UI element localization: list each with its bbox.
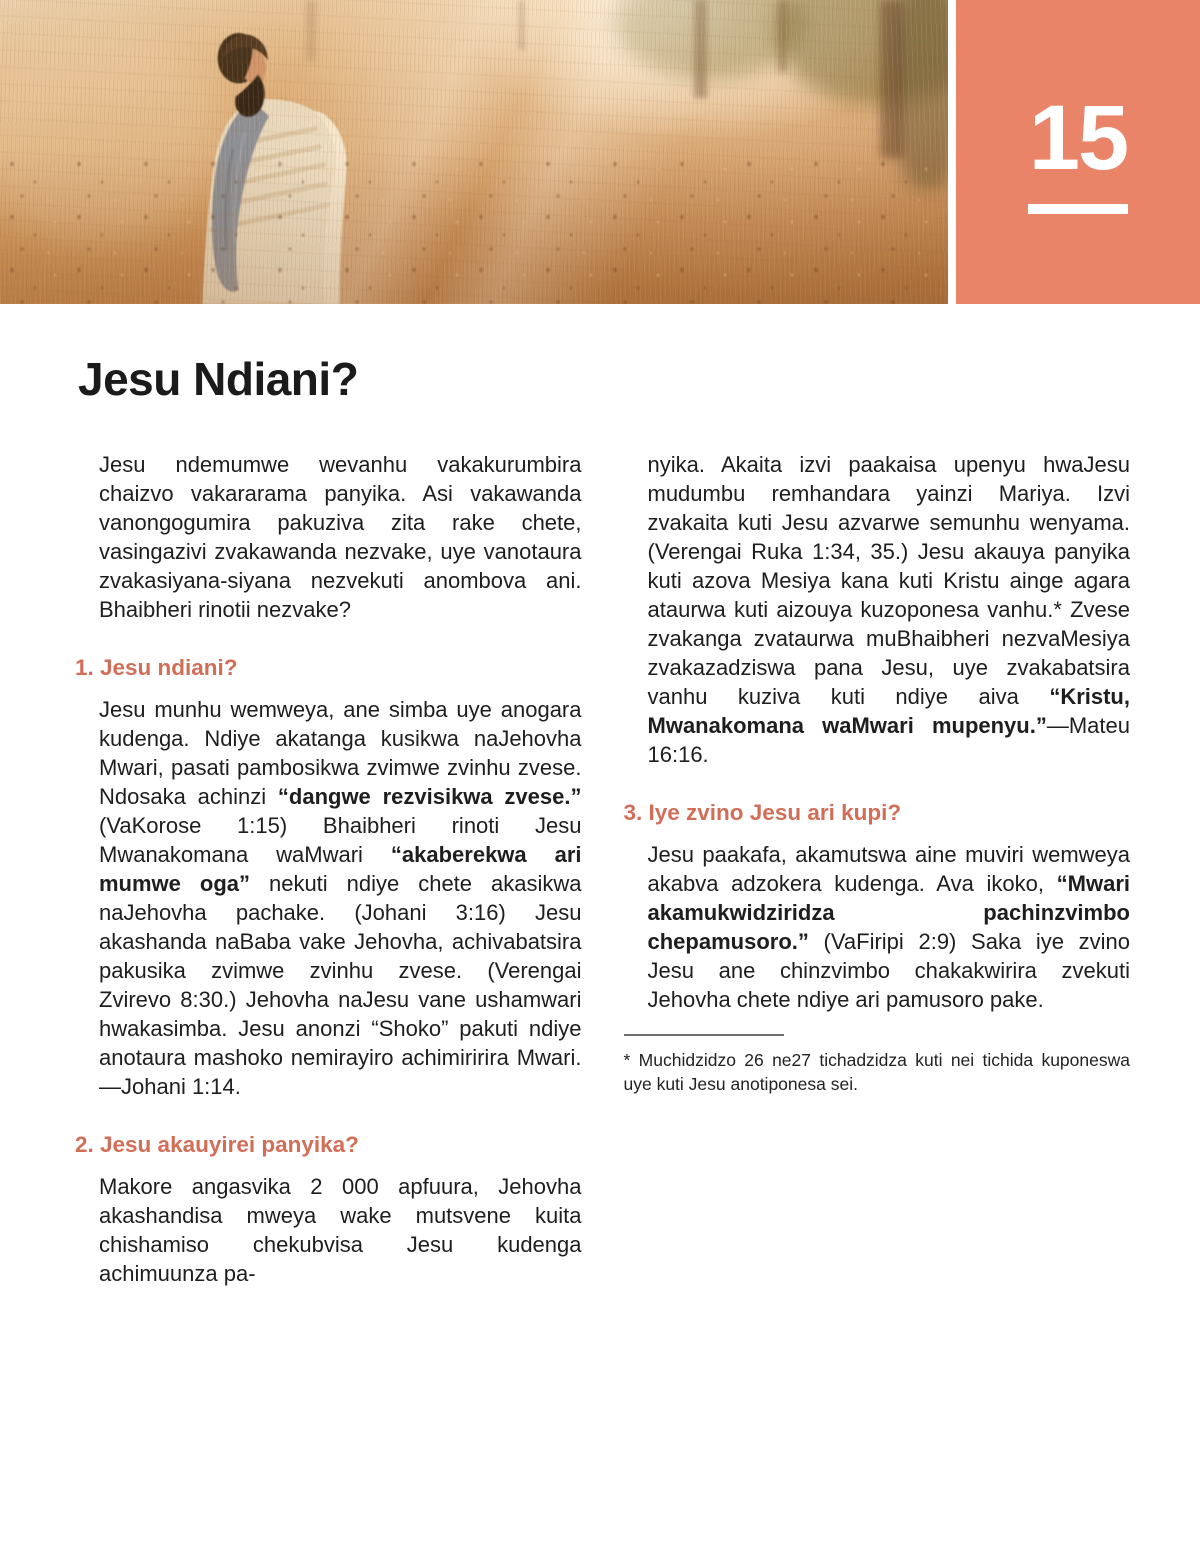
body-text: Jesu ndemumwe wevanhu vakakurumbira chaizvo vakararama panyika. Asi vakawanda vanongogumira pakuziva zita rake chete, vasingazivi zvakawanda nezvake, uye vanotaura zvakasiyana-siyana nezvekuti anombova ani. Bhaibheri rinotii nezvake?	[99, 452, 582, 622]
body-text: nekuti ndiye chete akasikwa naJehovha pachake. (Johani 3:16) Jesu akashanda naBaba vake Jehovha, achivabatsira pakusika zvimwe zvinhu zvese. (Verengai Zvirevo 8:30.) Jehovha naJesu vane ushamwari hwakasimba. Jesu anonzi “Shoko” pakuti ndiye anotaura mashoko nemirayiro achimiririra Mwari.—Johani 1:14.	[99, 871, 582, 1100]
paragraph	[624, 450, 1131, 769]
right-column	[624, 450, 1131, 1288]
chapter-number-badge	[956, 0, 1200, 304]
section-heading: 2. Jesu akauyirei panyika?	[75, 1132, 359, 1158]
scripture-quote: “dangwe rezvisikwa zvese.”	[277, 784, 582, 810]
body-text: Makore angasvika 2 000 apfuura, Jehovha akashandisa mweya wake mutsvene kuita chishamiso chekubvisa Jesu kudenga achimuunza pa-	[99, 1174, 582, 1287]
chapter-number: 15	[1028, 87, 1128, 189]
body-text: Jesu munhu wemweya, ane simba uye anogara kudenga. Ndiye akatanga kusikwa naJehovha Mwari, pasati pambosikwa zvimwe zvinhu zvese. Ndosaka achinzi	[99, 697, 582, 810]
scripture-quote: “Mwari akamukwidziridza pachinzvimbo chepamusoro.”	[647, 871, 1130, 955]
section-heading: 3. Iye zvino Jesu ari kupi?	[623, 800, 902, 825]
paragraph	[75, 450, 582, 624]
paragraph	[624, 840, 1131, 1014]
chapter-header	[0, 0, 1200, 304]
body-text: (VaKorose 1:15) Bhaibheri rinoti Jesu Mwanakomana waMwari	[99, 813, 582, 868]
article-body	[0, 450, 1200, 1288]
scripture-quote: “Kristu, Mwanakomana waMwari mupenyu.”	[647, 684, 1130, 738]
left-column	[75, 450, 582, 1288]
scripture-quote: “akaberekwa ari mumwe oga”	[99, 842, 582, 897]
page-title: Jesu Ndiani?	[78, 353, 359, 405]
body-text: —Mateu 16:16.	[647, 713, 1130, 767]
body-text: Jesu paakafa, akamutswa aine muviri wemweya akabva adzokera kudenga. Ava ikoko,	[647, 842, 1130, 897]
header-photo	[0, 0, 948, 304]
footnote-rule	[624, 1034, 784, 1036]
paragraph	[75, 1172, 582, 1288]
section-heading: 1. Jesu ndiani?	[75, 655, 238, 680]
chapter-number-underline	[1028, 204, 1128, 214]
body-text: nyika. Akaita izvi paakaisa upenyu hwaJesu mudumbu remhandara yainzi Mariya. Izvi zvakaita kuti Jesu azvarwe semunhu wenyama. (Verengai Ruka 1:34, 35.) Jesu akauya panyika kuti azova Mesiya kana kuti Kristu ainge agara ataurwa kuti aizouya kuzoponesa vanhu.* Zvese zvakanga zvataurwa muBhaibheri nezvaMesiya zvakazadziswa pana Jesu, uye zvakabatsira vanhu kuziva kuti ndiye aiva	[647, 452, 1130, 709]
field-flowers	[0, 154, 948, 304]
body-text: (VaFiripi 2:9) Saka iye zvino Jesu ane chinzvimbo chakakwirira zvekuti Jehovha chete ndiye ari pamusoro pake.	[647, 929, 1130, 1013]
paragraph	[75, 695, 582, 1101]
footnote-text: * Muchidzidzo 26 ne27 tichadzidza kuti nei tichida kuponeswa uye kuti Jesu anotiponesa sei.	[623, 1050, 1130, 1095]
